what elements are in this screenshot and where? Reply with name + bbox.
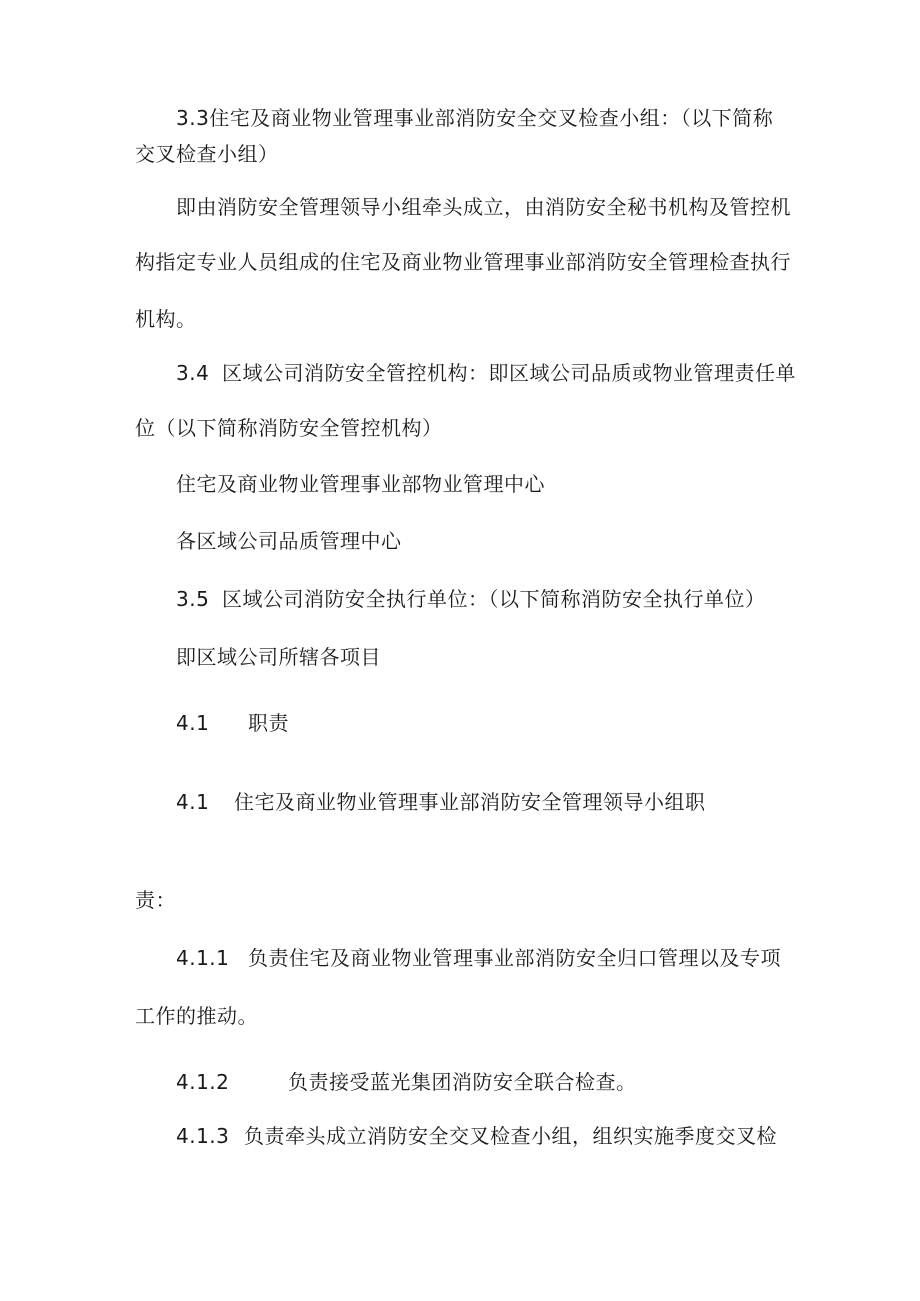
section-4-1-heading-cont: 责： [135, 888, 176, 912]
item-number: 4.1.1 [176, 946, 230, 970]
paragraph-3-3-heading-cont: 交叉检查小组） [135, 142, 279, 166]
list-item-property-center: 住宅及商业物业管理事业部物业管理中心 [176, 472, 545, 496]
item-4-1-1-cont: 工作的推动。 [135, 1004, 258, 1028]
section-number: 4.1 [176, 711, 210, 735]
item-number: 4.1.3 [176, 1124, 230, 1148]
section-text: 住宅及商业物业管理事业部消防安全管理领导小组职 [234, 790, 706, 814]
paragraph-3-3-body-line-3: 机构。 [135, 307, 197, 331]
item-text: 负责牵头成立消防安全交叉检查小组，组织实施季度交叉检 [244, 1124, 777, 1148]
item-number: 4.1.2 [176, 1070, 230, 1094]
list-item-quality-center: 各区域公司品质管理中心 [176, 529, 402, 553]
item-text: 负责接受蓝光集团消防安全联合检查。 [288, 1070, 637, 1094]
section-number: 4.1 [176, 790, 210, 814]
section-text: 区域公司消防安全管控机构：即区域公司品质或物业管理责任单 [222, 361, 796, 385]
item-4-1-3 [176, 1124, 777, 1148]
paragraph-3-4-heading [176, 361, 796, 385]
section-4-1-title [176, 711, 289, 735]
paragraph-3-4-heading-cont: 位（以下简称消防安全管控机构） [135, 416, 443, 440]
paragraph-3-5-heading [176, 587, 766, 611]
section-4-1-heading [176, 790, 706, 814]
section-text: 区域公司消防安全执行单位：（以下简称消防安全执行单位） [222, 587, 766, 611]
section-number: 3.4 [176, 361, 210, 385]
paragraph-3-3-heading: 3.3住宅及商业物业管理事业部消防安全交叉检查小组：（以下简称 [176, 106, 774, 130]
section-text: 职责 [248, 711, 289, 735]
item-text: 负责住宅及商业物业管理事业部消防安全归口管理以及专项 [248, 946, 781, 970]
paragraph-3-5-body: 即区域公司所辖各项目 [176, 645, 381, 669]
item-4-1-1 [176, 946, 781, 970]
item-4-1-2 [176, 1070, 637, 1094]
section-number: 3.5 [176, 587, 210, 611]
paragraph-3-3-body-line-1: 即由消防安全管理领导小组牵头成立，由消防安全秘书机构及管控机 [176, 195, 791, 219]
paragraph-3-3-body-line-2: 构指定专业人员组成的住宅及商业物业管理事业部消防安全管理检查执行 [135, 250, 791, 274]
